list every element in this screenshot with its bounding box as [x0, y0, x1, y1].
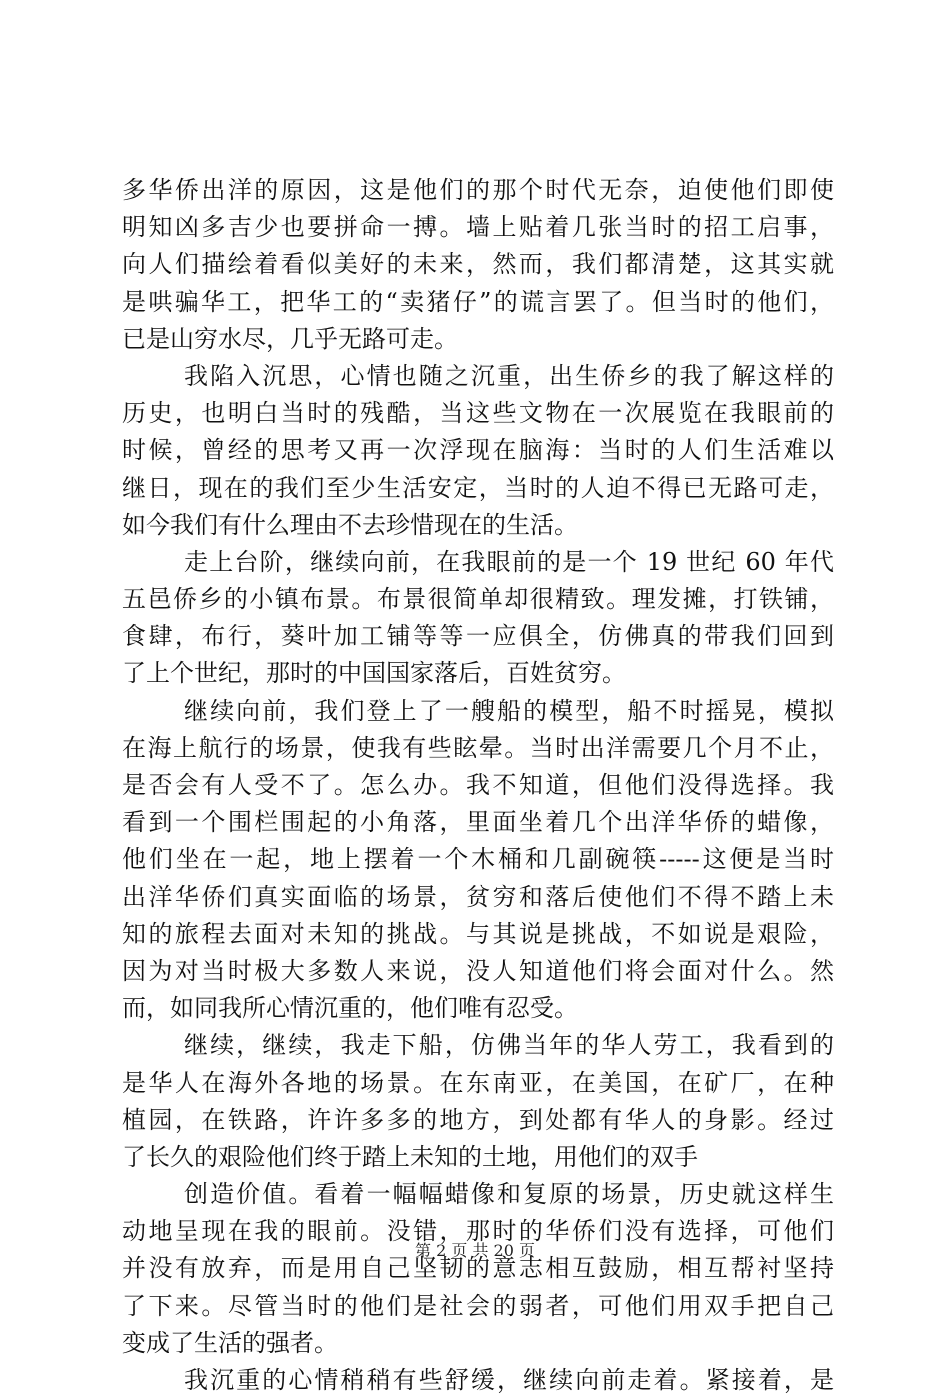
- text-line: 了下来。尽管当时的他们是社会的弱者，可他们用双手把自己: [122, 1291, 834, 1320]
- text-line: 在海上航行的场景，使我有些眩晕。当时出洋需要几个月不止，: [122, 733, 834, 762]
- page-footer: 第 2 页 共 20 页: [415, 1241, 535, 1260]
- text-line: 如今我们有什么理由不去珍惜现在的生活。: [122, 510, 578, 539]
- document-body: [122, 172, 834, 1399]
- text-line: 是华人在海外各地的场景。在东南亚，在美国，在矿厂，在种: [122, 1068, 834, 1097]
- text-line: 了长久的艰险他们终于踏上未知的土地，用他们的双手: [122, 1142, 698, 1171]
- text-line: 出洋华侨们真实面临的场景，贫穷和落后使他们不得不踏上未: [122, 882, 834, 911]
- text-line: 继续向前，我们登上了一艘船的模型，船不时摇晃，模拟: [184, 696, 834, 725]
- text-line: 知的旅程去面对未知的挑战。与其说是挑战，不如说是艰险，: [122, 919, 834, 948]
- text-line: 已是山穷水尽，几乎无路可走。: [122, 324, 458, 353]
- text-line: 历史，也明白当时的残酷，当这些文物在一次展览在我眼前的: [122, 399, 834, 428]
- text-line: 多华侨出洋的原因，这是他们的那个时代无奈，迫使他们即使: [122, 176, 834, 204]
- text-line: 动地呈现在我的眼前。没错，那时的华侨们没有选择，可他们: [122, 1217, 834, 1246]
- text-line: 我陷入沉思，心情也随之沉重，出生侨乡的我了解这样的: [184, 361, 834, 390]
- text-line: 并没有放弃，而是用自己坚韧的意志相互鼓励，相互帮衬坚持: [122, 1254, 834, 1283]
- text-line: 他们坐在一起，地上摆着一个木桶和几副碗筷-----这便是当时: [122, 845, 834, 874]
- text-line: 我沉重的心情稍稍有些舒缓，继续向前走着。紧接着，是: [184, 1366, 834, 1394]
- text-line: 了上个世纪，那时的中国国家落后，百姓贫穷。: [122, 659, 626, 688]
- text-line: 食肆，布行，葵叶加工铺等等一应俱全，仿佛真的带我们回到: [122, 622, 834, 651]
- text-line: 创造价值。看着一幅幅蜡像和复原的场景，历史就这样生: [184, 1180, 834, 1209]
- text-line: 五邑侨乡的小镇布景。布景很简单却很精致。理发摊，打铁铺，: [122, 585, 834, 614]
- text-line: 继日，现在的我们至少生活安定，当时的人迫不得已无路可走，: [122, 473, 834, 502]
- text-line: 是否会有人受不了。怎么办。我不知道，但他们没得选择。我: [122, 771, 834, 799]
- text-line: 向人们描绘着看似美好的未来，然而，我们都清楚，这其实就: [122, 250, 834, 279]
- text-line: 明知凶多吉少也要拼命一搏。墙上贴着几张当时的招工启事，: [122, 213, 834, 242]
- text-line: 因为对当时极大多数人来说，没人知道他们将会面对什么。然: [122, 956, 834, 985]
- text-line: 是哄骗华工，把华工的“卖猪仔”的谎言罢了。但当时的他们，: [122, 287, 834, 316]
- text-line: 继续，继续，我走下船，仿佛当年的华人劳工，我看到的: [184, 1031, 834, 1060]
- text-line: 植园，在铁路，许许多多的地方，到处都有华人的身影。经过: [122, 1105, 834, 1134]
- text-line: 走上台阶，继续向前，在我眼前的是一个 19 世纪 60 年代: [184, 547, 834, 576]
- text-line: 看到一个围栏围起的小角落，里面坐着几个出洋华侨的蜡像，: [122, 808, 834, 837]
- text-line: 变成了生活的强者。: [122, 1328, 338, 1357]
- text-line: 时候，曾经的思考又再一次浮现在脑海：当时的人们生活难以: [122, 436, 834, 465]
- text-line: 而，如同我所心情沉重的，他们唯有忍受。: [122, 994, 578, 1023]
